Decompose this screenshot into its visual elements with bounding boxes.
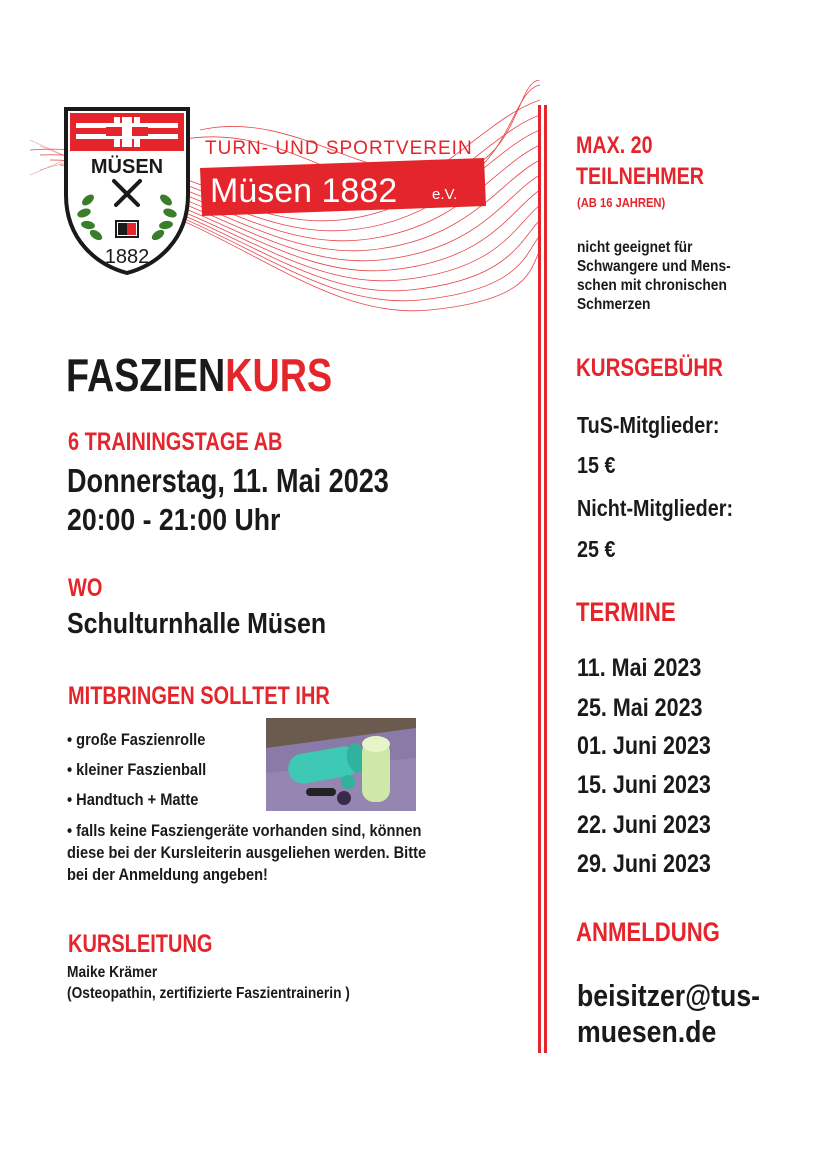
notice-line: Schwangere und Mens-	[577, 258, 731, 275]
notice-line: Schmerzen	[577, 296, 651, 313]
date-item: 15. Juni 2023	[577, 771, 711, 799]
bring-note-line: diese bei der Kursleiterin ausgeliehen werden. Bitte	[67, 843, 427, 862]
notice-line: schen mit chronischen	[577, 277, 727, 294]
date-item: 11. Mai 2023	[577, 654, 702, 682]
date-item: 01. Juni 2023	[577, 732, 711, 760]
notice-line: nicht geeignet für	[577, 239, 693, 256]
date-item: 29. Juni 2023	[577, 850, 711, 878]
email-line: beisitzer@tus-	[577, 978, 761, 1013]
training-heading: 6 TRAININGSTAGE AB	[68, 428, 283, 456]
location-value: Schulturnhalle Müsen	[67, 608, 327, 640]
max-line: MAX. 20	[576, 132, 653, 159]
bring-item: • große Faszienrolle	[67, 730, 206, 749]
registration-email[interactable]	[577, 978, 760, 1050]
location-heading: WO	[68, 574, 103, 602]
registration-heading: ANMELDUNG	[576, 917, 720, 947]
bring-note-line: • falls keine Fasziengeräte vorhanden sind, können	[67, 821, 422, 840]
email-line: muesen.de	[577, 1014, 717, 1049]
date-item: 22. Juni 2023	[577, 811, 711, 839]
fee-heading: KURSGEBÜHR	[576, 354, 723, 382]
fascia-roller-photo	[266, 718, 416, 811]
lead-description: (Osteopathin, zertifizierte Faszientrainerin )	[67, 985, 350, 1002]
lead-heading: KURSLEITUNG	[68, 930, 213, 958]
club-banner-top: TURN- UND SPORTVEREIN	[205, 138, 473, 159]
max-participants-heading	[576, 130, 704, 192]
date-item: 25. Mai 2023	[577, 694, 703, 722]
logo-year: 1882	[104, 246, 150, 268]
column-divider	[538, 105, 548, 1053]
fee-value: 15 €	[577, 452, 616, 478]
fee-value: 25 €	[577, 536, 616, 562]
dates-heading: TERMINE	[576, 597, 676, 627]
title-red: KURS	[225, 349, 333, 401]
bring-item: • kleiner Faszienball	[67, 760, 207, 779]
club-crest-icon	[62, 105, 192, 275]
training-date: Donnerstag, 11. Mai 2023	[67, 462, 389, 499]
page-title	[66, 348, 332, 402]
max-line: TEILNEHMER	[576, 163, 704, 190]
suitability-notice	[577, 238, 731, 314]
lead-name: Maike Krämer	[67, 964, 158, 981]
bring-item: • Handtuch + Matte	[67, 790, 199, 809]
fee-label: Nicht-Mitglieder:	[577, 495, 734, 521]
fee-label: TuS-Mitglieder:	[577, 412, 720, 438]
bring-heading: MITBRINGEN SOLLTET IHR	[68, 682, 330, 710]
club-banner-ev: e.V.	[432, 186, 458, 203]
bring-note	[67, 820, 426, 886]
bring-note-line: bei der Anmeldung angeben!	[67, 865, 268, 884]
training-time: 20:00 - 21:00 Uhr	[67, 502, 281, 537]
age-note: (AB 16 JAHREN)	[577, 195, 666, 210]
logo-town: MÜSEN	[90, 156, 164, 178]
title-black: FASZIEN	[66, 349, 226, 401]
club-banner-name: Müsen 1882	[210, 172, 398, 210]
